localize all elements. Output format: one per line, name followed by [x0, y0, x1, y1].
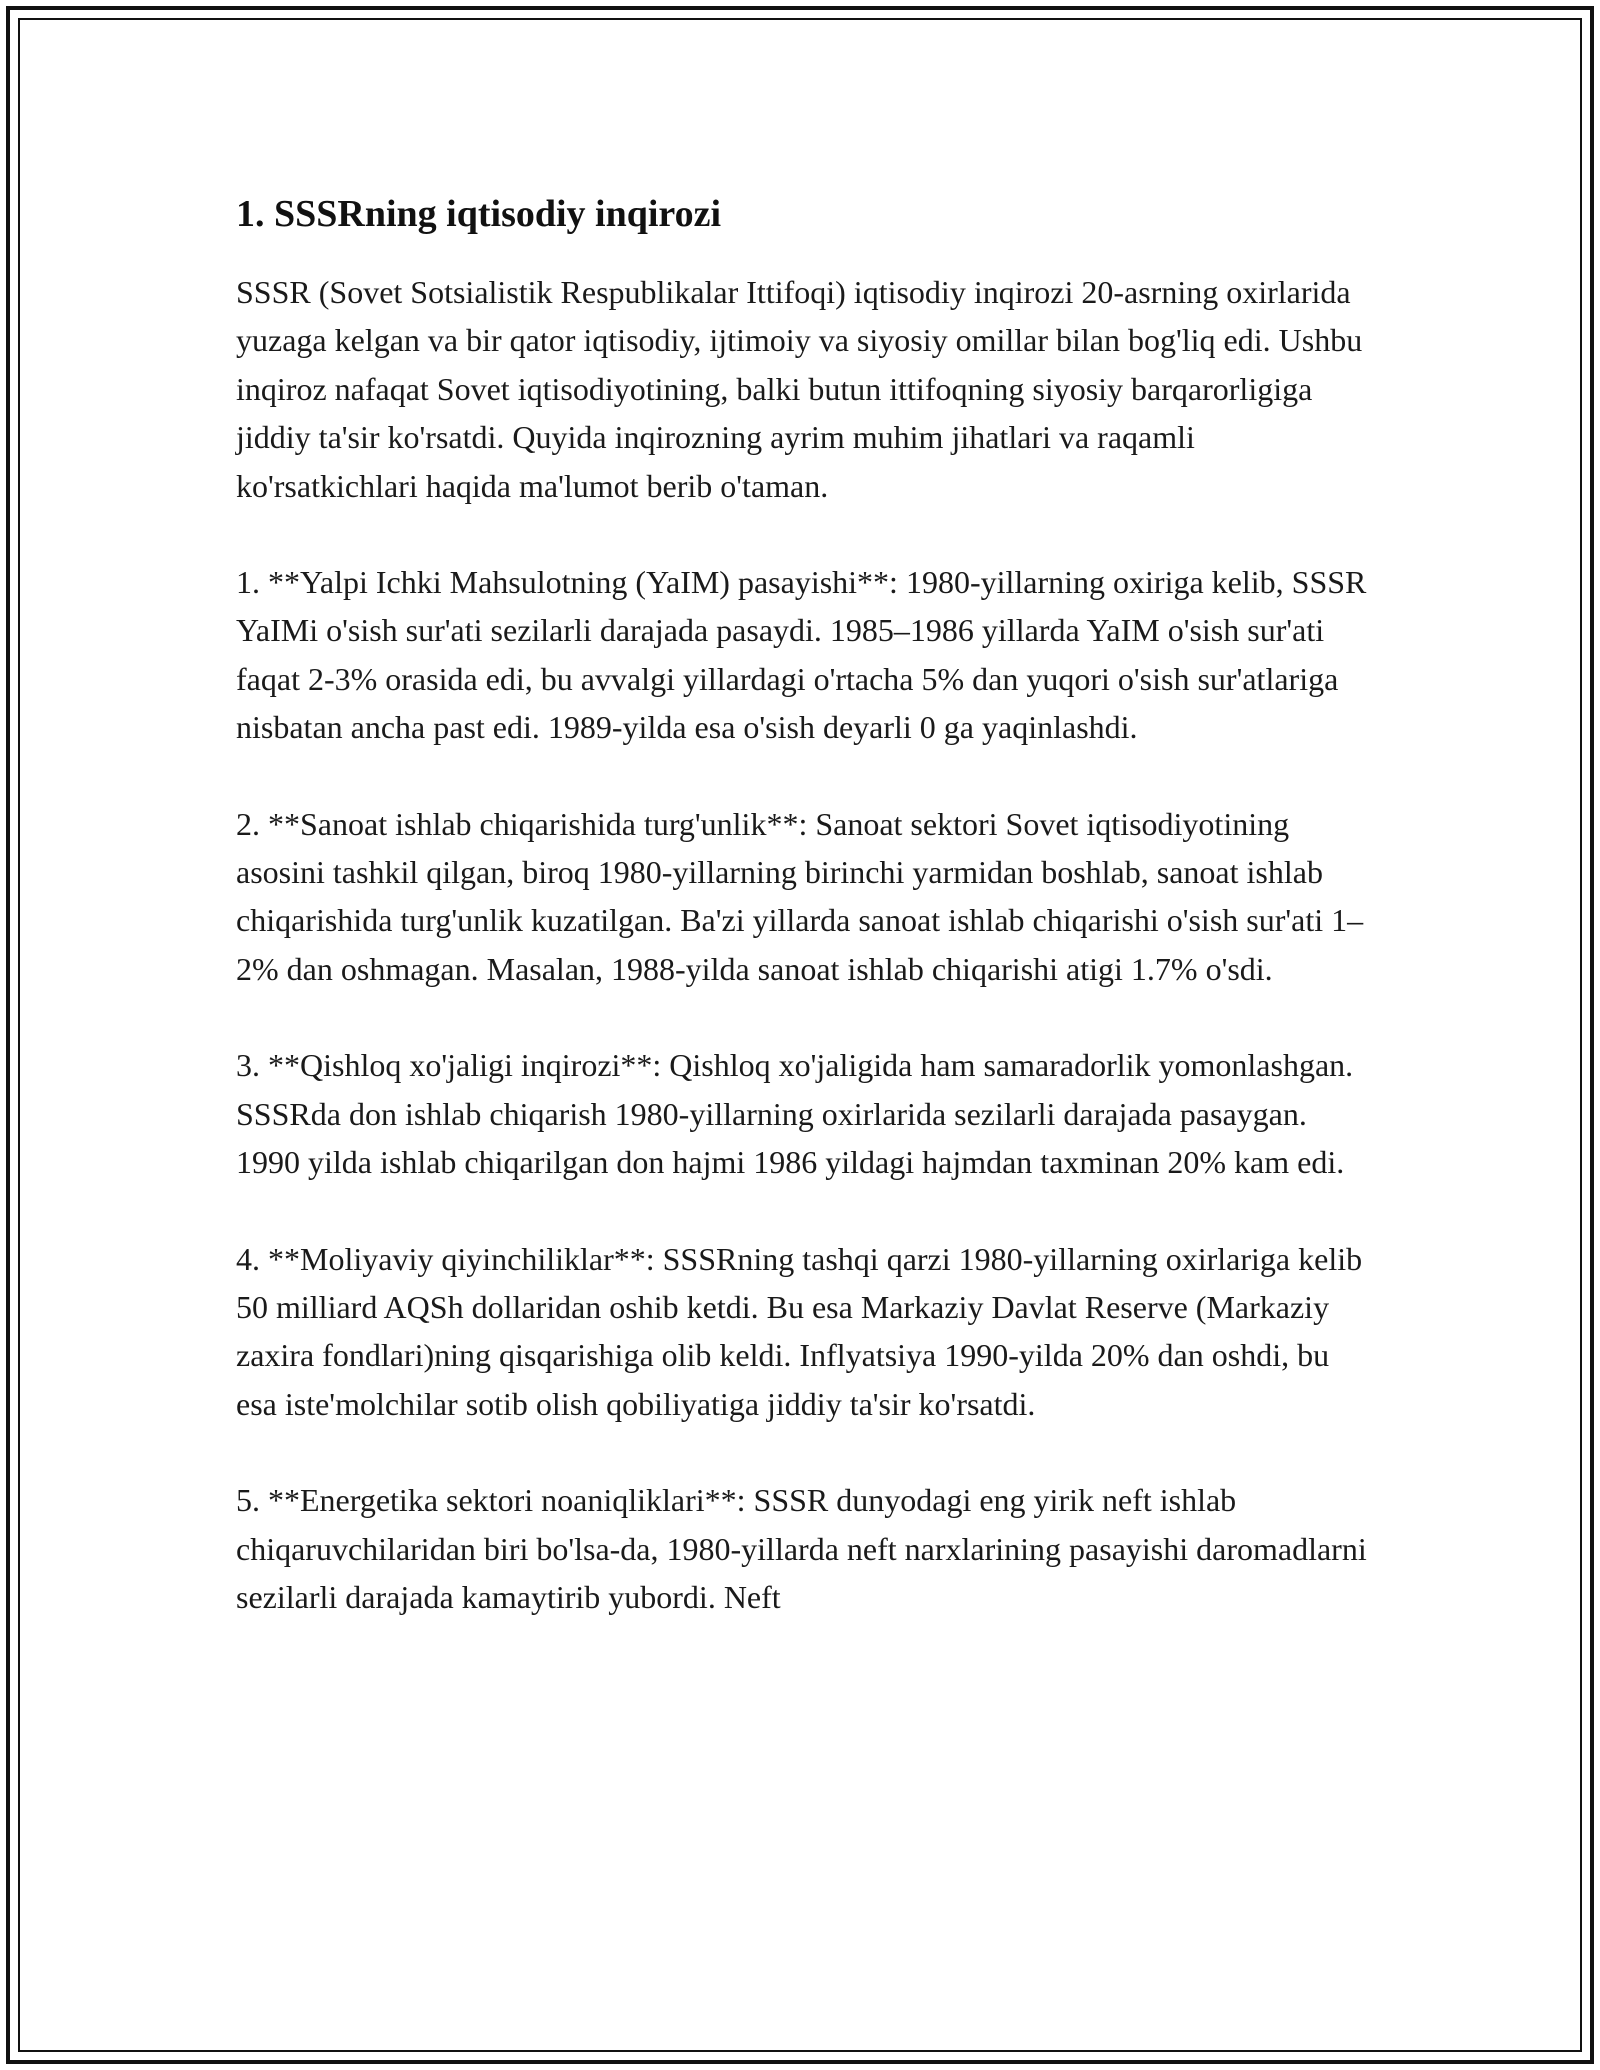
paragraph-agriculture-crisis: 3. **Qishloq xo'jaligi inqirozi**: Qishloq xo'jaligida ham samaradorlik yomonlashgan. SSSRda don ishlab chiqarish 1980-yillarning oxirlarida sezilarli darajada pasaygan. 1990 yilda ishlab chiqarilgan don hajmi 1986 yildagi hajmdan taxminan 20% kam edi.	[236, 1047, 1354, 1181]
paragraph-energy-sector: 5. **Energetika sektori noaniqliklari**: SSSR dunyodagi eng yirik neft ishlab chiqaruvchilaridan biri bo'lsa-da, 1980-yillarda neft narxlarining pasayishi daromadlarni sezilarli darajada kamaytirib yubordi. Neft	[236, 1482, 1367, 1615]
document-body	[236, 186, 1376, 1669]
paragraph-financial-difficulties: 4. **Moliyaviy qiyinchiliklar**: SSSRning tashqi qarzi 1980-yillarning oxirlariga kelib 50 milliard AQSh dollaridan oshib ketdi. Bu esa Markaziy Davlat Reserve (Markaziy zaxira fondlari)ning qisqarishiga olib keldi. Inflyatsiya 1990-yilda 20% dan oshdi, bu esa iste'molchilar sotib olish qobiliyatiga jiddiy ta'sir ko'rsatdi.	[236, 1240, 1363, 1422]
paragraph-industrial-stagnation: 2. **Sanoat ishlab chiqarishida turg'unlik**: Sanoat sektori Sovet iqtisodiyotining asosini tashkil qilgan, biroq 1980-yillarning birinchi yarmidan boshlab, sanoat ishlab chiqarishida turg'unlik kuzatilgan. Ba'zi yillarda sanoat ishlab chiqarishi o'sish sur'ati 1–2% dan oshmagan. Masalan, 1988-yilda sanoat ishlab chiqarishi atigi 1.7% o'sdi.	[236, 805, 1364, 987]
intro-paragraph: SSSR (Sovet Sotsialistik Respublikalar Ittifoqi) iqtisodiy inqirozi 20-asrning oxirlarida yuzaga kelgan va bir qator iqtisodiy, ijtimoiy va siyosiy omillar bilan bog'liq edi. Ushbu inqiroz nafaqat Sovet iqtisodiyotining, balki butun ittifoqning siyosiy barqarorligiga jiddiy ta'sir ko'rsatdi. Quyida inqirozning ayrim muhim jihatlari va raqamli ko'rsatkichlari haqida ma'lumot berib o'taman.	[236, 274, 1363, 504]
document-title: 1. SSSRning iqtisodiy inqirozi	[236, 193, 722, 235]
paragraph-gdp-decline: 1. **Yalpi Ichki Mahsulotning (YaIM) pasayishi**: 1980-yillarning oxiriga kelib, SSSR YaIMi o'sish sur'ati sezilarli darajada pasaydi. 1985–1986 yillarda YaIM o'sish sur'ati faqat 2-3% orasida edi, bu avvalgi yillardagi o'rtacha 5% dan yuqori o'sish sur'atlariga nisbatan ancha past edi. 1989-yilda esa o'sish deyarli 0 ga yaqinlashdi.	[236, 564, 1367, 746]
